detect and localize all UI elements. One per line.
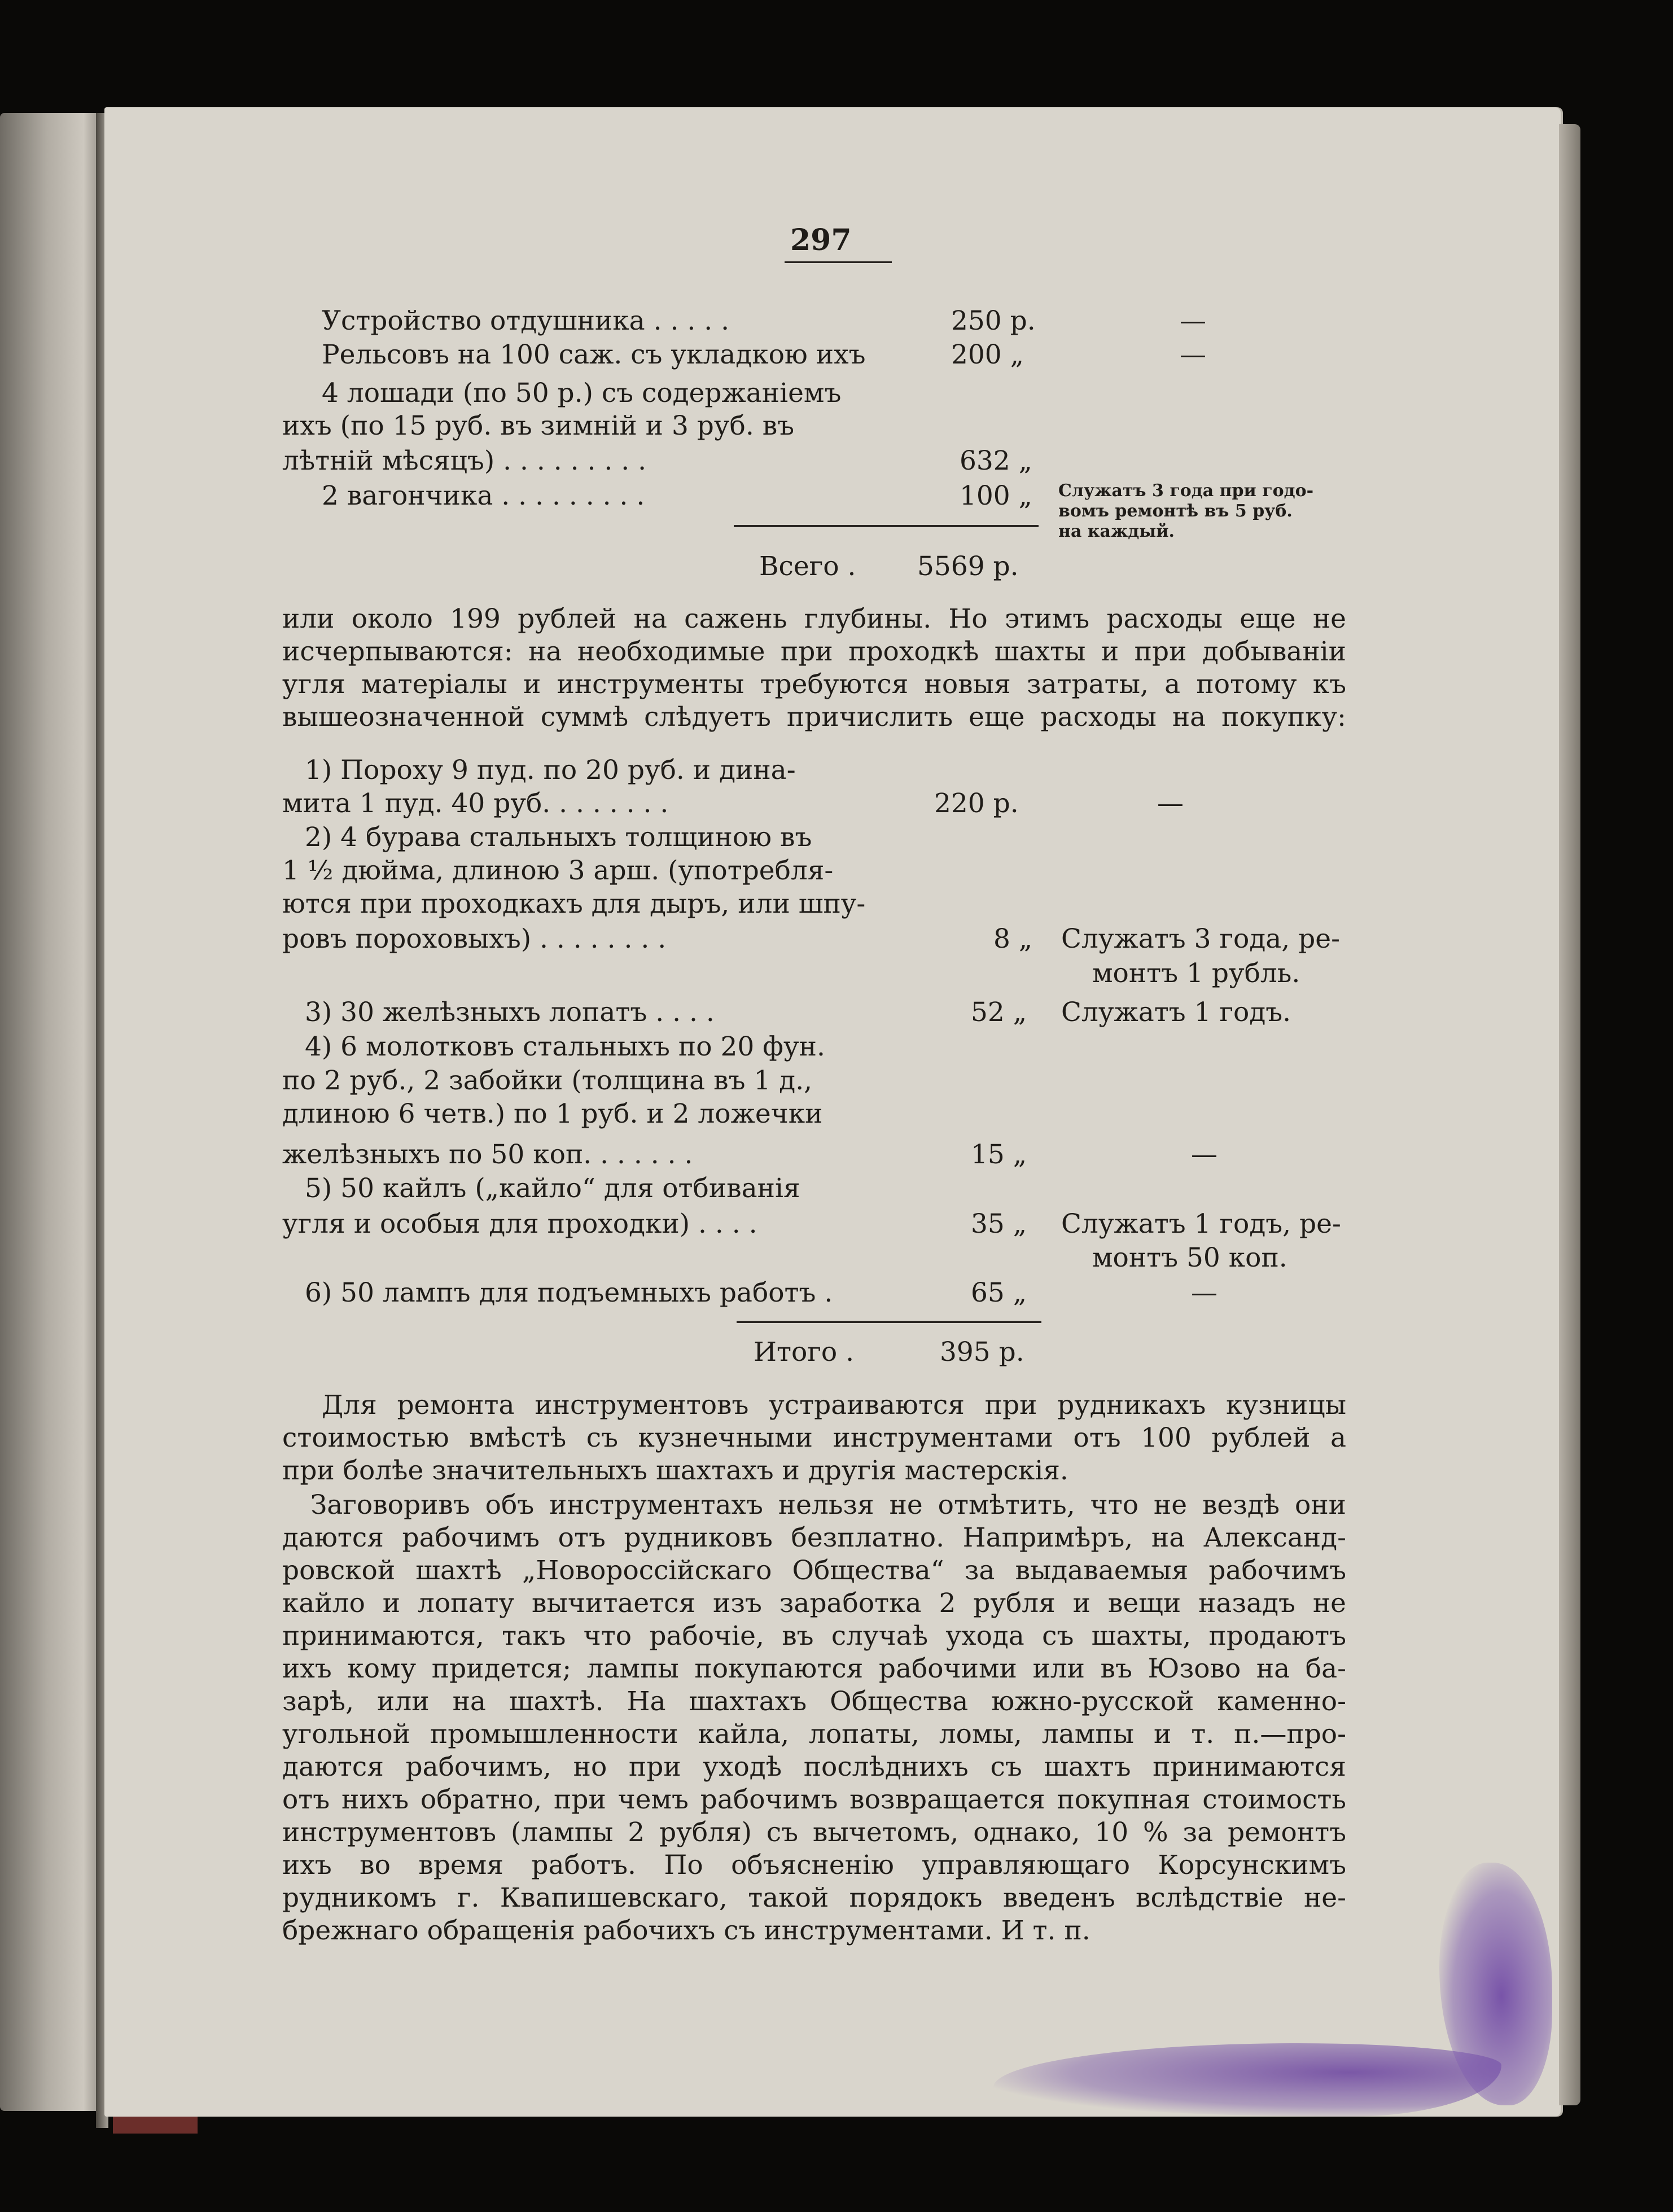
text-line: отъ нихъ обратно, при чемъ рабочимъ возвращается покупная стоимость — [282, 1784, 1346, 1815]
right-page-edge — [1559, 124, 1580, 2105]
table2-item-line: 1) Пороху 9 пуд. по 20 руб. и дина- — [305, 755, 796, 786]
table2-item-line: 2) 4 бурава стальныхъ толщиною въ — [305, 822, 812, 853]
table1-row-label: 4 лошади (по 50 р.) съ содержаніемъ — [322, 378, 842, 409]
text-line: при болѣе значительныхъ шахтахъ и другія мастерскія. — [282, 1455, 1068, 1486]
table1-row-note: — — [1180, 339, 1206, 370]
table1-row-amount: 632 „ — [960, 445, 1032, 476]
table2-item-note: — — [1157, 788, 1184, 819]
text-line: даются рабочимъ, но при уходѣ послѣднихъ съ шахтъ принимаются — [282, 1751, 1346, 1782]
text-line: брежнаго обращенія рабочихъ съ инструментами. И т. п. — [282, 1915, 1090, 1946]
paragraph-2 — [282, 1389, 1346, 1487]
page-number-underline — [785, 261, 892, 263]
table2-item-amount: 52 „ — [971, 997, 1027, 1028]
paragraph-1 — [282, 603, 1346, 734]
table2-item-line: по 2 руб., 2 забойки (толщина въ 1 д., — [282, 1065, 813, 1096]
table2-item-note: — — [1191, 1277, 1217, 1308]
table1-row-note: Служатъ 3 года при годо- — [1058, 481, 1314, 501]
text-line: исчерпываются: на необходимые при проходкѣ шахты и при добываніи — [282, 636, 1346, 667]
text-line: или около 199 рублей на сажень глубины. Но этимъ расходы еще не — [282, 603, 1346, 634]
table2-item-amount: 15 „ — [971, 1139, 1027, 1170]
table2-item-note: Служатъ 1 годъ. — [1061, 997, 1291, 1028]
table2-item-amount: 220 р. — [934, 788, 1019, 819]
table2-item-line: 1 ½ дюйма, длиною 3 арш. (употребля- — [282, 855, 834, 886]
table1-total-rule — [734, 525, 1039, 527]
table2-item-amount: 35 „ — [971, 1208, 1027, 1239]
table2-item-line: ются при проходкахъ для дыръ, или шпу- — [282, 888, 866, 919]
table1-total-label: Всего . — [759, 551, 856, 582]
table2-total-rule — [737, 1321, 1041, 1323]
text-line: кайло и лопату вычитается изъ заработка 2 рубля и вещи назадъ не — [282, 1588, 1346, 1619]
text-line: рудникомъ г. Квапишевскаго, такой порядокъ введенъ вслѣдствіе не- — [282, 1882, 1346, 1913]
text-line: угля матеріалы и инструменты требуются новыя затраты, а потому къ — [282, 669, 1346, 700]
text-line: принимаются, такъ что рабочіе, въ случаѣ ухода съ шахты, продаютъ — [282, 1620, 1346, 1652]
table1-row-amount: 200 „ — [951, 339, 1024, 370]
table2-item-line: угля и особыя для проходки) . . . . — [282, 1208, 757, 1239]
text-line: зарѣ, или на шахтѣ. На шахтахъ Общества южно-русской каменно- — [282, 1686, 1346, 1717]
table2-item-line: 6) 50 лампъ для подъемныхъ работъ . — [305, 1277, 833, 1308]
page-number: 297 — [790, 223, 852, 257]
left-page-edge — [0, 113, 104, 2111]
text-line: инструментовъ (лампы 2 рубля) съ вычетомъ, однако, 10 % за ремонтъ — [282, 1817, 1346, 1848]
table2-total-label: Итого . — [754, 1337, 855, 1368]
table2-total-amount: 395 р. — [940, 1337, 1024, 1368]
text-line: ихъ кому придется; лампы покупаются рабочими или въ Юзово на ба- — [282, 1653, 1346, 1684]
table2-item-line: 5) 50 кайлъ („кайло“ для отбиванія — [305, 1173, 800, 1204]
table2-item-note: Служатъ 1 годъ, ре- — [1061, 1208, 1341, 1239]
table2-item-line: ровъ пороховыхъ) . . . . . . . . — [282, 923, 667, 954]
text-line: Для ремонта инструментовъ устраиваются при рудникахъ кузницы — [322, 1390, 1346, 1421]
table1-row-amount: 250 р. — [951, 305, 1036, 336]
table2-item-note: монтъ 50 коп. — [1092, 1242, 1287, 1273]
table1-row-label: лѣтній мѣсяцъ) . . . . . . . . . — [282, 445, 647, 476]
table1-row-note: вомъ ремонтѣ въ 5 руб. — [1058, 501, 1293, 521]
table2-item-line: 4) 6 молотковъ стальныхъ по 20 фун. — [305, 1031, 825, 1062]
text-line: угольной промышленности кайла, лопаты, ломы, лампы и т. п.—про- — [282, 1719, 1346, 1750]
table1-row-label: ихъ (по 15 руб. въ зимній и 3 руб. въ — [282, 410, 795, 441]
table2-item-amount: 8 „ — [993, 923, 1033, 954]
table2-item-amount: 65 „ — [971, 1277, 1027, 1308]
text-line: вышеозначенной суммѣ слѣдуетъ причислить еще расходы на покупку: — [282, 702, 1346, 733]
table2-item-line: мита 1 пуд. 40 руб. . . . . . . . — [282, 788, 669, 819]
table1-row-label: 2 вагончика . . . . . . . . . — [322, 480, 645, 511]
text-line: Заговоривъ объ инструментахъ нельзя не отмѣтить, что не вездѣ они — [310, 1490, 1346, 1521]
table2-item-line: длиною 6 четв.) по 1 руб. и 2 ложечки — [282, 1098, 823, 1129]
table2-item-line: желѣзныхъ по 50 коп. . . . . . . — [282, 1139, 693, 1170]
table2-item-note: — — [1191, 1139, 1217, 1170]
text-line: ровской шахтѣ „Новороссійскаго Общества“ за выдаваемыя рабочимъ — [282, 1555, 1346, 1586]
paragraph-3 — [282, 1489, 1346, 1947]
table1-row-label: Устройство отдушника . . . . . — [322, 305, 730, 336]
table2-item-note: монтъ 1 рубль. — [1092, 958, 1300, 989]
table1-total-amount: 5569 р. — [917, 551, 1019, 582]
table1-row-note: на каждый. — [1058, 522, 1175, 541]
table2-item-line: 3) 30 желѣзныхъ лопатъ . . . . — [305, 997, 715, 1028]
table1-row-note: — — [1180, 305, 1206, 336]
text-line: ихъ во время работъ. По объясненію управляющаго Корсунскимъ — [282, 1850, 1346, 1881]
text-line: даются рабочимъ отъ рудниковъ безплатно. Напримѣръ, на Александ- — [282, 1522, 1346, 1553]
text-line: стоимостью вмѣстѣ съ кузнечными инструментами отъ 100 рублей а — [282, 1422, 1346, 1453]
table1-row-label: Рельсовъ на 100 саж. съ укладкою ихъ — [322, 339, 866, 370]
table1-row-amount: 100 „ — [960, 480, 1032, 511]
table2-item-note: Служатъ 3 года, ре- — [1061, 923, 1340, 954]
